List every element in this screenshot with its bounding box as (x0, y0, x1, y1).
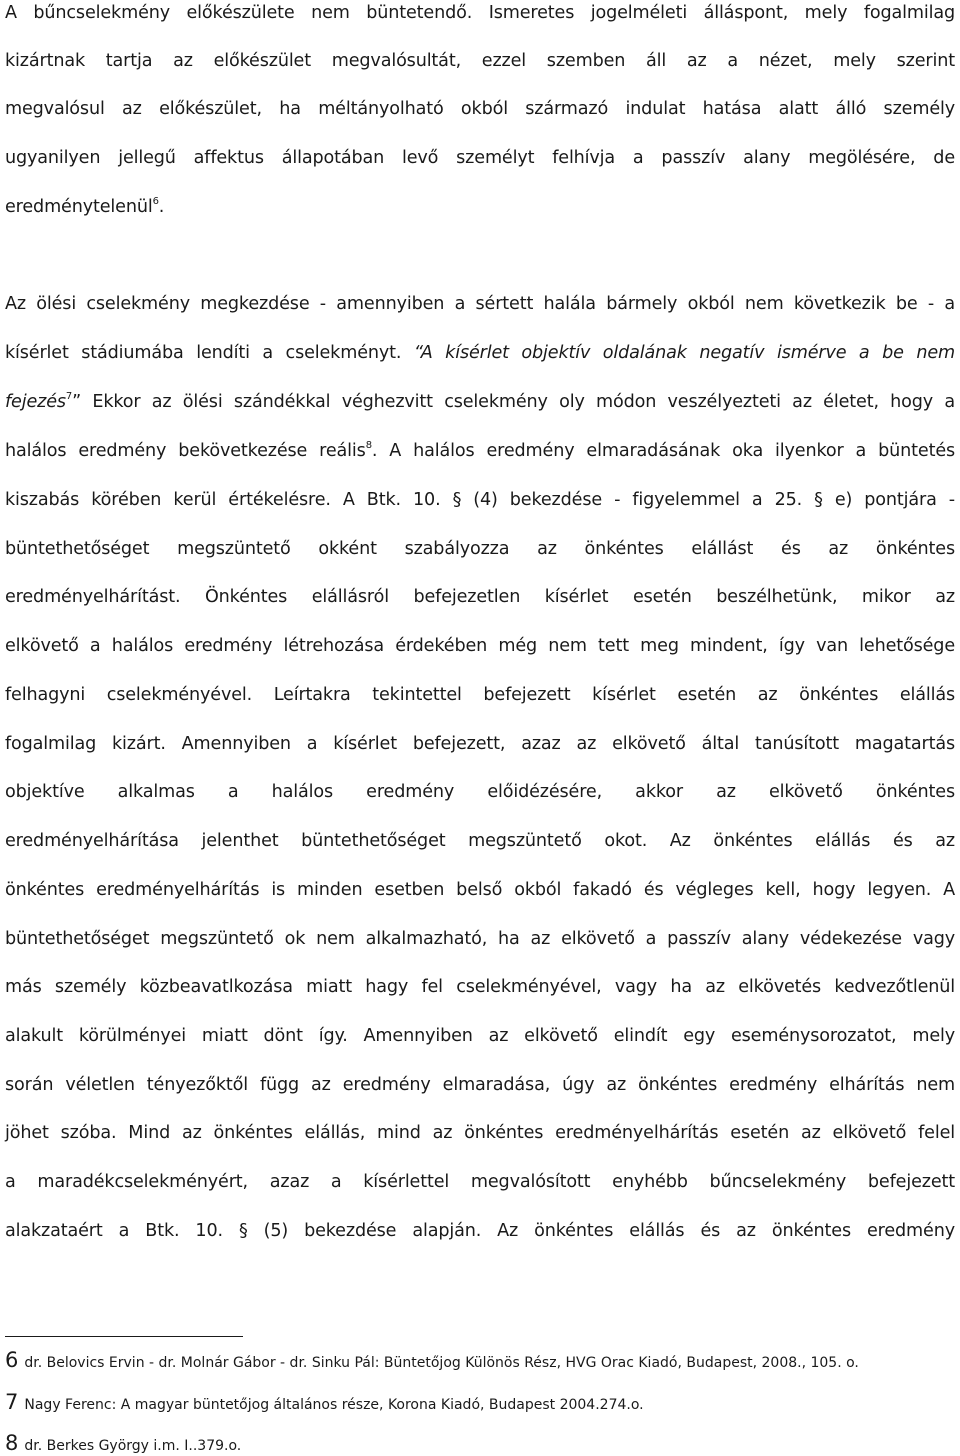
text-line: eredménytelenül$^6$. (5, 196, 165, 217)
text-line: fejezés$^7$” Ekkor az ölési szándékkal véghezvitt cselekmény oly módon veszélyezteti az életet, hogy a (5, 391, 955, 412)
text-line: objektíve alkalmas a halálos eredmény előidézésére, akkor az elkövető önkéntes (5, 782, 955, 802)
text-line: alakult körülményei miatt dönt így. Amennyiben az elkövető elindít egy eseménysorozatot, mely (5, 1026, 955, 1046)
text-line: jöhet szóba. Mind az önkéntes elállás, mind az önkéntes eredményelhárítás esetén az elkövető felel (5, 1123, 955, 1143)
footnote-number: 6 (5, 1348, 19, 1372)
text-line: halálos eredmény bekövetkezése reális$^8$. A halálos eredmény elmaradásának oka ilyenkor a büntetés (5, 440, 956, 461)
footnote (5, 1433, 955, 1456)
text-line: során véletlen tényezőktől függ az eredmény elmaradása, úgy az önkéntes eredmény elhárítás nem (5, 1075, 955, 1095)
text-line: alakzataért a Btk. 10. § (5) bekezdése alapján. Az önkéntes elállás és az önkéntes eredmény (5, 1221, 955, 1241)
footnote-ref: 7 (65, 391, 73, 402)
italic-quote: “A kísérlet objektív oldalának negatív ismérve a be nem (413, 343, 955, 363)
text-line: eredményelhárítása jelenthet büntethetőséget megszüntető okot. Az önkéntes elállás és az (5, 831, 955, 851)
text-line: kiszabás körében kerül értékelésre. A Btk. 10. § (4) bekezdése - figyelemmel a 25. § e) pontjára - (5, 490, 955, 510)
footnote-text: Nagy Ferenc: A magyar büntetőjog általános része, Korona Kiadó, Budapest 2004.274.o. (24, 1397, 644, 1413)
text-line: megvalósul az előkészület, ha méltányolható okból származó indulat hatása alatt álló személy (5, 99, 955, 119)
text-line: önkéntes eredményelhárítás is minden esetben belső okból fakadó és végleges kell, hogy legyen. A (5, 880, 955, 900)
footnote-text: dr. Belovics Ervin - dr. Molnár Gábor - dr. Sinku Pál: Büntetőjog Különös Rész, HVG Orac Kiadó, Budapest, 2008., 105. o. (24, 1355, 859, 1371)
footnote-number: 8 (5, 1431, 19, 1455)
text-line: felhagyni cselekményével. Leírtakra tekintettel befejezett kísérlet esetén az önkéntes elállás (5, 685, 955, 705)
text-line: ugyanilyen jellegű affektus állapotában levő személyt felhívja a passzív alany megölésére, de (5, 148, 955, 168)
footnote-ref: 6 (152, 196, 159, 207)
text-line: A bűncselekmény előkészülete nem büntetendő. Ismeretes jogelméleti álláspont, mely fogalmilag (5, 3, 955, 23)
footnote-text: dr. Berkes György i.m. I..379.o. (24, 1438, 242, 1454)
text-line: kizártnak tartja az előkészület megvalósultát, ezzel szemben áll az a nézet, mely szerint (5, 51, 955, 71)
text-line: büntethetőséget megszüntető okként szabályozza az önkéntes elállást és az önkéntes (5, 539, 955, 559)
text-line: más személy közbeavatlkozása miatt hagy fel cselekményével, vagy ha az elkövetés kedvezőtlenül (5, 977, 955, 997)
footnote (5, 1350, 955, 1373)
text-line: eredményelhárítást. Önkéntes elállásról befejezetlen kísérlet esetén beszélhetünk, mikor az (5, 587, 955, 607)
text-line: büntethetőséget megszüntető ok nem alkalmazható, ha az elkövető a passzív alany védekezése vagy (5, 929, 955, 949)
text-line: elkövető a halálos eredmény létrehozása érdekében még nem tett meg mindent, így van lehetősége (5, 636, 955, 656)
footnote-number: 7 (5, 1390, 19, 1414)
footnote (5, 1392, 955, 1415)
italic-quote: fejezés (5, 392, 66, 412)
footnote-ref: 8 (365, 440, 372, 451)
footnote-separator (5, 1336, 243, 1337)
text-line: kísérlet stádiumába lendíti a cselekményt. “A kísérlet objektív oldalának negatív ismérve a be nem (5, 343, 955, 363)
text-line: Az ölési cselekmény megkezdése - amennyiben a sértett halála bármely okból nem következik be - a (5, 294, 955, 314)
text-line: fogalmilag kizárt. Amennyiben a kísérlet befejezett, azaz az elkövető által tanúsított magatartás (5, 734, 955, 754)
text-line: a maradékcselekményért, azaz a kísérlettel megvalósított enyhébb bűncselekmény befejezett (5, 1172, 955, 1192)
